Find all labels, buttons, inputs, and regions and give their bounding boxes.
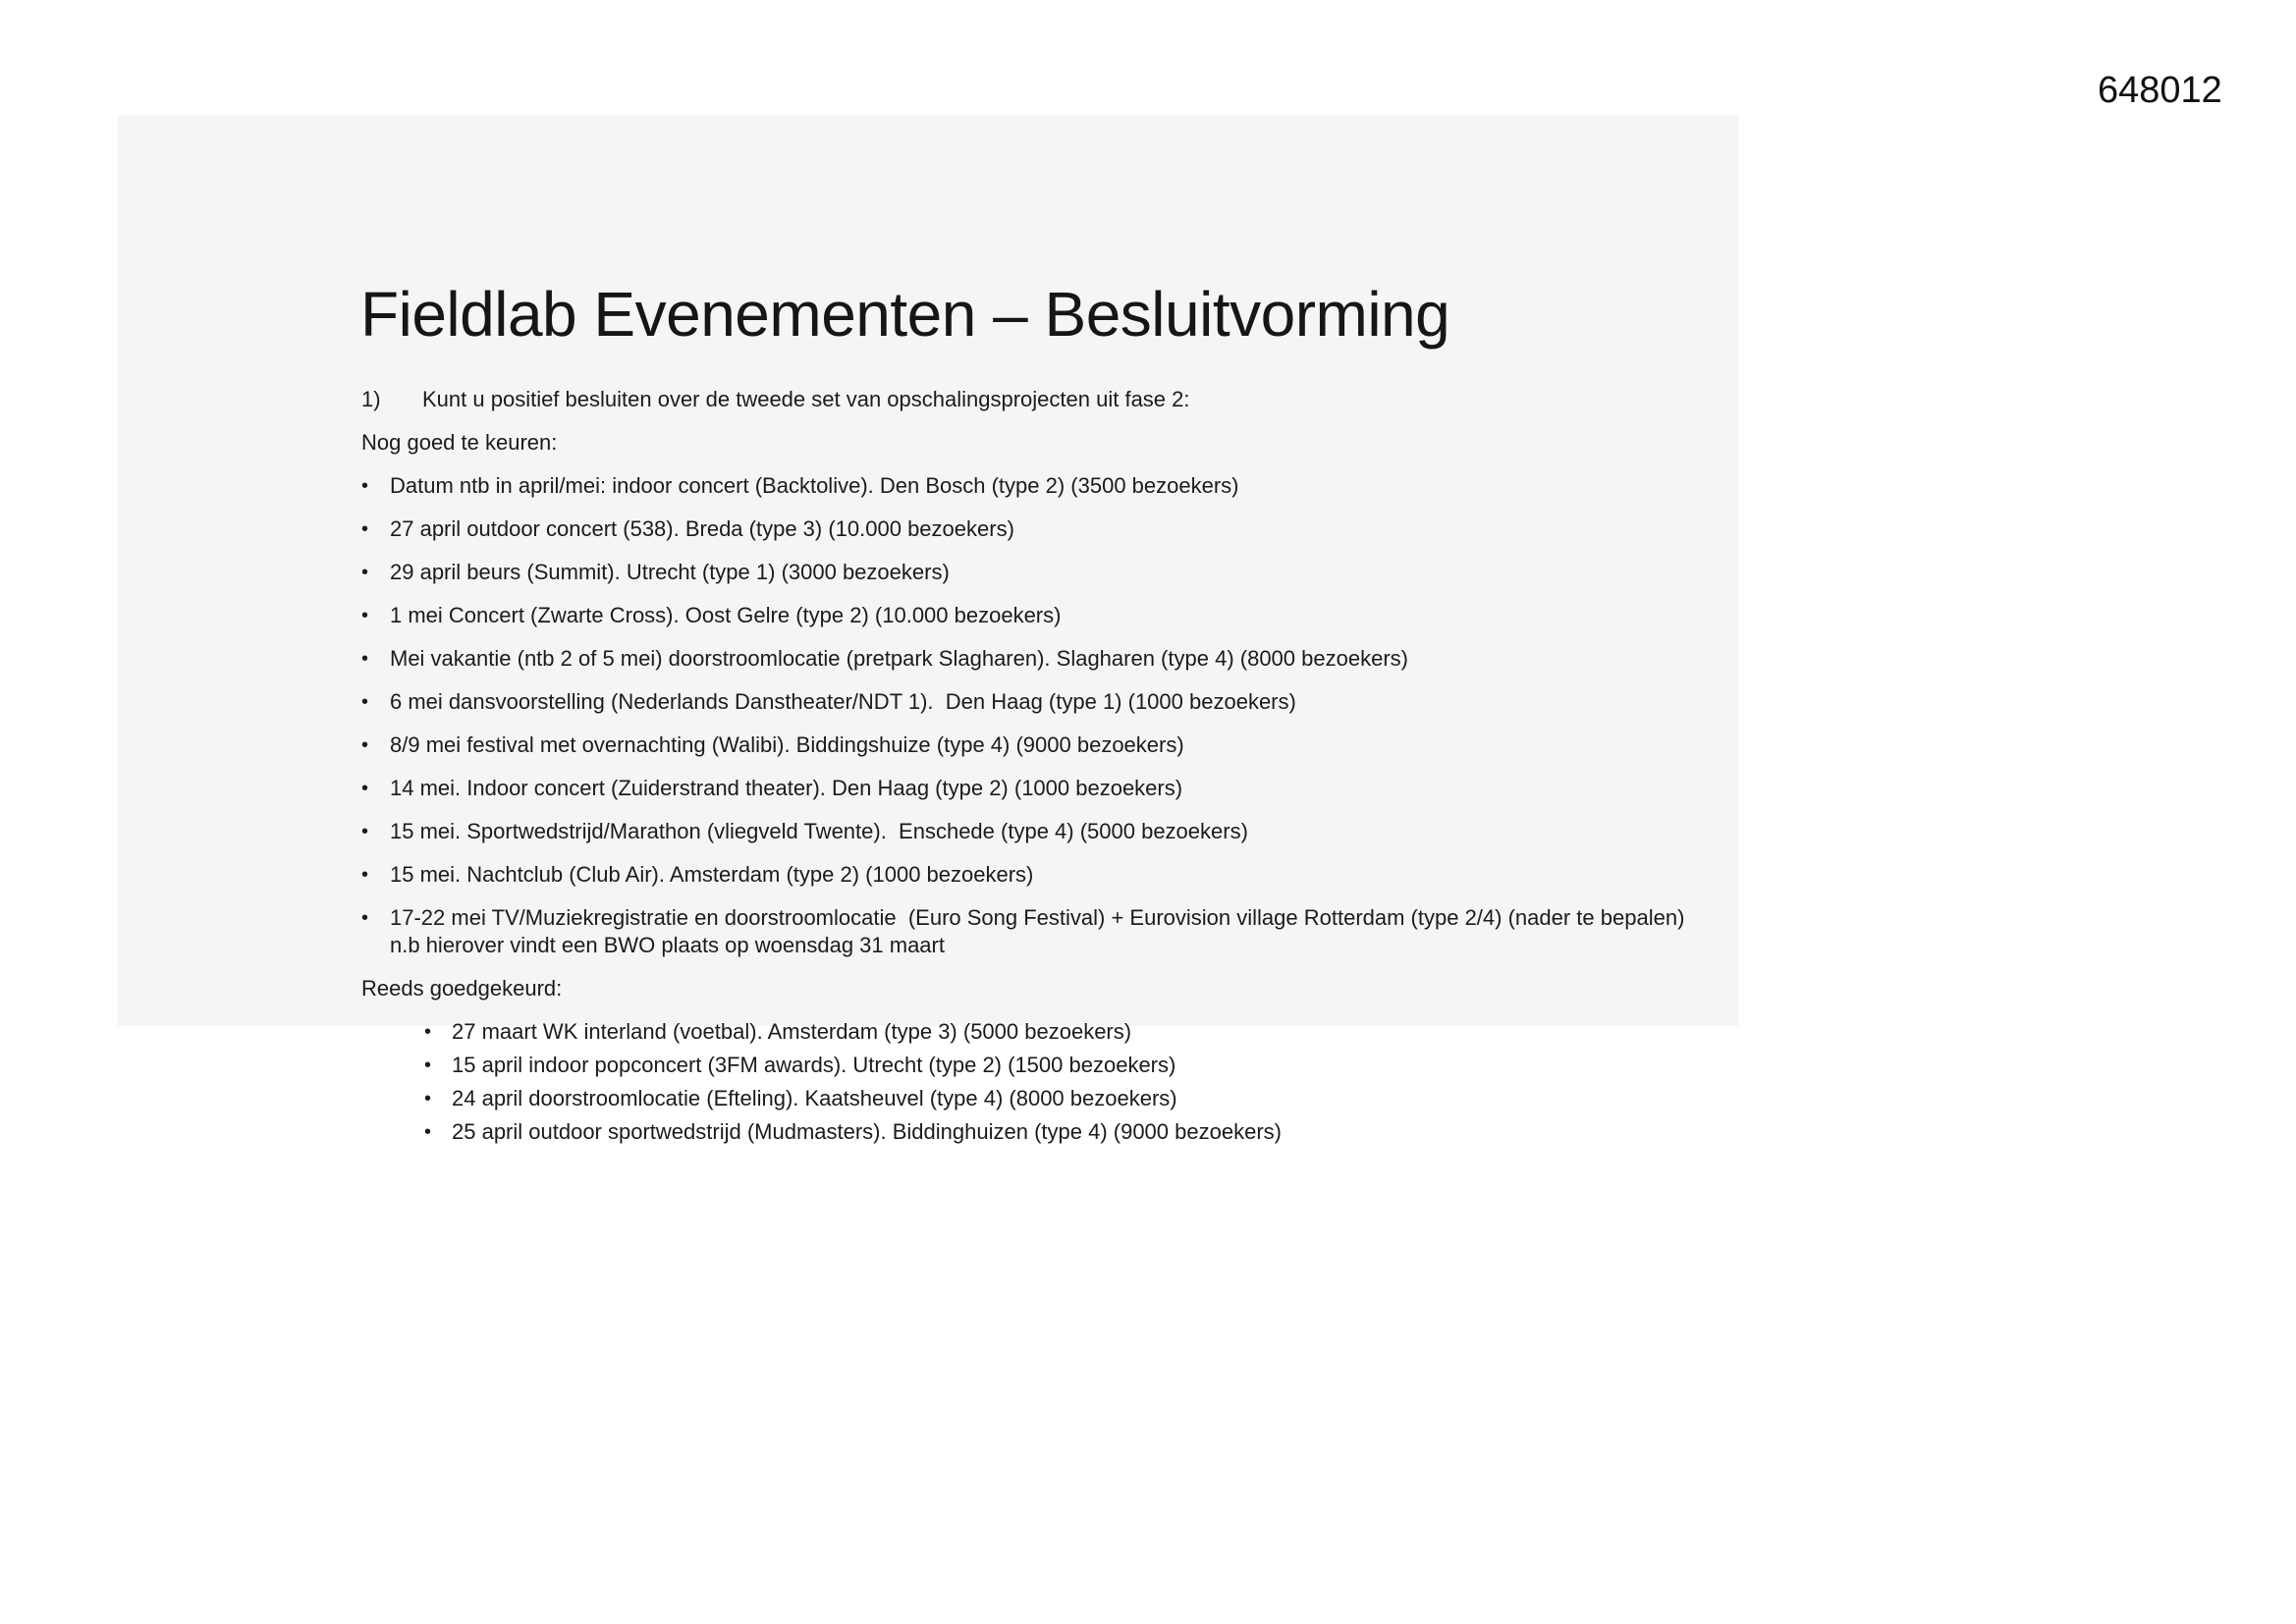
approved-item-text: 27 maart WK interland (voetbal). Amsterdam (type 3) (5000 bezoekers) bbox=[452, 1019, 1132, 1044]
approved-item bbox=[424, 1018, 1781, 1046]
pending-item bbox=[361, 472, 1781, 500]
pending-item-text: 15 mei. Nachtclub (Club Air). Amsterdam (type 2) (1000 bezoekers) bbox=[390, 862, 1034, 887]
pending-item-text: Datum ntb in april/mei: indoor concert (Backtolive). Den Bosch (type 2) (3500 bezoekers) bbox=[390, 473, 1239, 498]
question-line bbox=[361, 386, 1781, 413]
pending-item-text: 17-22 mei TV/Muziekregistratie en doorstroomlocatie (Euro Song Festival) + Eurovision village Rotterdam (type 2/4) (nader te bepalen) bbox=[390, 905, 1685, 930]
bullet-icon: • bbox=[361, 518, 369, 540]
approved-item bbox=[424, 1118, 1781, 1146]
doc-number: 648012 bbox=[2098, 70, 2222, 111]
slide-title: Fieldlab Evenementen – Besluitvorming bbox=[360, 279, 1450, 350]
question-number: 1) bbox=[361, 387, 381, 411]
bullet-icon: • bbox=[361, 648, 369, 670]
bullet-icon: • bbox=[424, 1121, 432, 1143]
pending-item bbox=[361, 775, 1781, 802]
bullet-icon: • bbox=[361, 691, 369, 713]
pending-item bbox=[361, 559, 1781, 586]
pending-item-text: 27 april outdoor concert (538). Breda (type 3) (10.000 bezoekers) bbox=[390, 516, 1014, 541]
pending-header: Nog goed te keuren: bbox=[361, 430, 558, 455]
bullet-icon: • bbox=[361, 605, 369, 626]
bullet-icon: • bbox=[424, 1021, 432, 1043]
pending-item bbox=[361, 645, 1781, 673]
bullet-icon: • bbox=[361, 475, 369, 497]
pending-item-text: 8/9 mei festival met overnachting (Walibi). Biddingshuize (type 4) (9000 bezoekers) bbox=[390, 732, 1184, 757]
pending-item-text: 15 mei. Sportwedstrijd/Marathon (vliegveld Twente). Enschede (type 4) (5000 bezoekers) bbox=[390, 819, 1248, 843]
pending-item bbox=[361, 731, 1781, 759]
pending-item bbox=[361, 515, 1781, 543]
approved-item-text: 15 april indoor popconcert (3FM awards). Utrecht (type 2) (1500 bezoekers) bbox=[452, 1053, 1176, 1077]
approved-item-text: 24 april doorstroomlocatie (Efteling). Kaatsheuvel (type 4) (8000 bezoekers) bbox=[452, 1086, 1177, 1110]
pending-item-text: Mei vakantie (ntb 2 of 5 mei) doorstroomlocatie (pretpark Slagharen). Slagharen (type 4) (8000 bezoekers) bbox=[390, 646, 1408, 671]
bullet-icon: • bbox=[361, 821, 369, 842]
bullet-icon: • bbox=[424, 1088, 432, 1110]
pending-item-text: 14 mei. Indoor concert (Zuiderstrand theater). Den Haag (type 2) (1000 bezoekers) bbox=[390, 776, 1183, 800]
slide-content bbox=[361, 386, 1781, 1152]
bullet-icon: • bbox=[424, 1055, 432, 1076]
question-text: Kunt u positief besluiten over de tweede set van opschalingsprojecten uit fase 2: bbox=[422, 387, 1190, 411]
bullet-icon: • bbox=[361, 864, 369, 886]
pending-item bbox=[361, 688, 1781, 716]
approved-item-text: 25 april outdoor sportwedstrijd (Mudmasters). Biddinghuizen (type 4) (9000 bezoekers) bbox=[452, 1119, 1282, 1144]
pending-item bbox=[361, 818, 1781, 845]
bullet-icon: • bbox=[361, 778, 369, 799]
slide-canvas bbox=[118, 115, 1738, 1144]
pending-item bbox=[361, 861, 1781, 889]
pending-item-text: 6 mei dansvoorstelling (Nederlands Danstheater/NDT 1). Den Haag (type 1) (1000 bezoekers) bbox=[390, 689, 1296, 714]
bullet-icon: • bbox=[361, 907, 369, 929]
approved-list bbox=[424, 1018, 1781, 1146]
approved-item bbox=[424, 1085, 1781, 1112]
pending-item-note: n.b hierover vindt een BWO plaats op woensdag 31 maart bbox=[390, 933, 945, 957]
approved-item bbox=[424, 1052, 1781, 1079]
pending-item-text: 29 april beurs (Summit). Utrecht (type 1) (3000 bezoekers) bbox=[390, 560, 950, 584]
bullet-icon: • bbox=[361, 562, 369, 583]
approved-header: Reeds goedgekeurd: bbox=[361, 976, 563, 1001]
bullet-icon: • bbox=[361, 734, 369, 756]
pending-item-text: 1 mei Concert (Zwarte Cross). Oost Gelre (type 2) (10.000 bezoekers) bbox=[390, 603, 1062, 627]
pending-item bbox=[361, 904, 1781, 959]
pending-list bbox=[361, 472, 1781, 959]
pending-item bbox=[361, 602, 1781, 629]
